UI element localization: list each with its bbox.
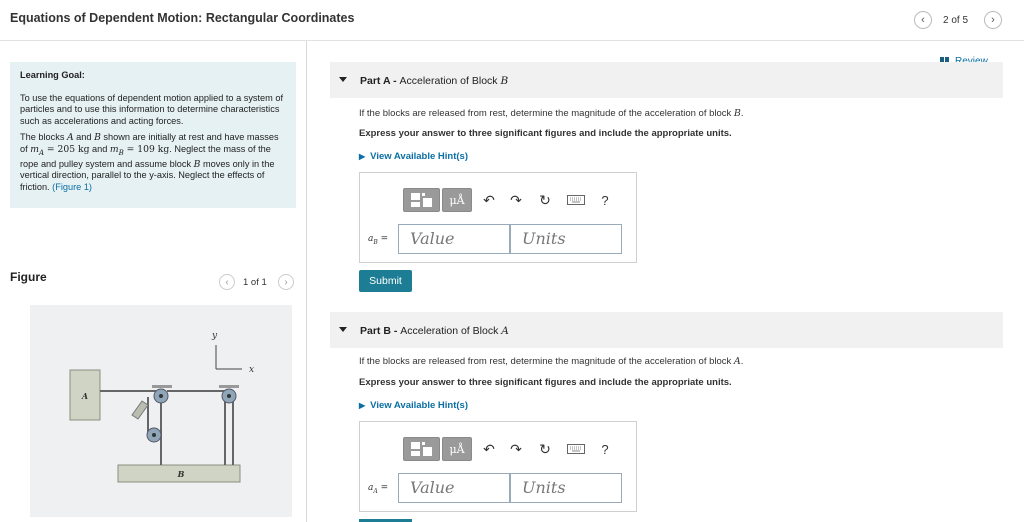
- keyboard-button[interactable]: [566, 188, 586, 212]
- statement-text: . Neglect the mass of the rope and pulley system and assume block: [20, 143, 271, 169]
- figure-count: 1 of 1: [243, 277, 267, 288]
- mass-a-symbol: m: [30, 143, 39, 155]
- equals-sign: =: [377, 234, 389, 244]
- variable-label-ab: [368, 234, 388, 246]
- keyboard-icon: [567, 444, 585, 454]
- mass-b-subscript: B: [118, 148, 124, 157]
- part-a-value-input[interactable]: Value: [398, 224, 510, 254]
- statement-text: and: [73, 132, 95, 142]
- previous-item-button[interactable]: [914, 11, 932, 29]
- part-b-hint-link[interactable]: [359, 400, 468, 411]
- pulley-axle: [159, 394, 163, 398]
- block-b-label: B: [177, 469, 185, 479]
- templates-icon: [410, 192, 434, 208]
- part-a-prefix: Part A -: [360, 75, 400, 87]
- variable-symbol: a: [368, 483, 374, 493]
- redo-icon: ↷: [510, 191, 522, 208]
- x-axis-label: x: [249, 365, 255, 375]
- reset-button[interactable]: [536, 437, 554, 461]
- chevron-right-icon: ›: [284, 276, 288, 288]
- next-item-button[interactable]: [984, 11, 1002, 29]
- part-a-header[interactable]: [330, 62, 1003, 98]
- part-b-title: [360, 325, 509, 337]
- part-a-title: [360, 75, 508, 87]
- part-b-question: [359, 356, 743, 367]
- equals-sign: =: [377, 483, 389, 493]
- problem-statement: [20, 132, 286, 193]
- figure-previous-button[interactable]: [219, 274, 235, 290]
- keyboard-button[interactable]: [566, 437, 586, 461]
- part-b-title-symbol: A: [501, 325, 509, 337]
- help-button[interactable]: ?: [601, 441, 609, 457]
- variable-subscript: A: [373, 487, 378, 495]
- question-text: If the blocks are released from rest, determine the magnitude of the acceleration of block: [359, 356, 734, 367]
- reset-icon: ↻: [539, 191, 551, 208]
- statement-text: and: [89, 143, 110, 154]
- collapse-caret-icon: [339, 77, 347, 82]
- units-button[interactable]: μÅ: [442, 437, 472, 461]
- part-a-title-symbol: B: [500, 75, 509, 87]
- undo-icon: ↶: [483, 191, 495, 208]
- hint-label: View Available Hint(s): [370, 151, 468, 162]
- symbol-b: B: [193, 158, 201, 170]
- hint-label: View Available Hint(s): [370, 400, 468, 411]
- templates-button[interactable]: [403, 188, 440, 212]
- mass-b-symbol: m: [109, 143, 119, 155]
- undo-icon: ↶: [483, 440, 495, 457]
- mass-a-value: = 205 kg: [44, 143, 90, 155]
- part-a-answer-box: [359, 172, 637, 263]
- part-a-title-text: Acceleration of Block: [399, 75, 501, 87]
- variable-symbol: a: [368, 234, 374, 244]
- variable-label-aa: [368, 483, 388, 495]
- question-end: .: [740, 356, 744, 367]
- caret-right-icon: ▶: [359, 401, 366, 410]
- pulley-axle: [227, 394, 231, 398]
- statement-text: moves only in the vertical direction, parallel to the y-axis. Neglect the effects of friction.: [20, 158, 275, 192]
- statement-text: The blocks: [20, 132, 67, 142]
- header-divider: [0, 40, 1024, 41]
- statement-text: shown are initially at rest and have masses of: [20, 132, 279, 154]
- redo-button[interactable]: [507, 188, 525, 212]
- submit-button[interactable]: Submit: [359, 270, 412, 292]
- chevron-left-icon: ‹: [921, 14, 925, 26]
- mass-a-subscript: A: [38, 148, 44, 157]
- part-b-title-text: Acceleration of Block: [400, 325, 502, 337]
- pulley-system-figure: [30, 305, 292, 517]
- pulley-mount: [152, 385, 172, 388]
- part-b-units-input[interactable]: Units: [510, 473, 622, 503]
- learning-goal-box: [10, 62, 296, 208]
- collapse-caret-icon: [339, 327, 347, 332]
- pulley-mount: [219, 385, 239, 388]
- caret-right-icon: ▶: [359, 152, 366, 161]
- question-text: If the blocks are released from rest, determine the magnitude of the acceleration of block: [359, 108, 734, 119]
- pulley-axle: [152, 433, 156, 437]
- variable-subscript: B: [373, 238, 378, 246]
- figure-next-button[interactable]: [278, 274, 294, 290]
- learning-goal-title: Learning Goal:: [20, 70, 85, 80]
- undo-button[interactable]: [480, 437, 498, 461]
- page-indicator: 2 of 5: [943, 15, 969, 26]
- templates-icon: [410, 441, 434, 457]
- chevron-left-icon: ‹: [225, 276, 229, 288]
- question-symbol: A: [733, 356, 741, 367]
- chevron-right-icon: ›: [991, 14, 995, 26]
- block-a-label: A: [81, 391, 89, 401]
- part-a-question: [359, 108, 744, 119]
- part-a-units-input[interactable]: Units: [510, 224, 622, 254]
- redo-icon: ↷: [510, 440, 522, 457]
- figure-link[interactable]: (Figure 1): [52, 181, 92, 192]
- symbol-b: B: [94, 132, 101, 143]
- templates-button[interactable]: [403, 437, 440, 461]
- question-symbol: B: [733, 108, 741, 119]
- symbol-a: A: [66, 132, 74, 143]
- units-button[interactable]: μÅ: [442, 188, 472, 212]
- undo-button[interactable]: [480, 188, 498, 212]
- part-b-value-input[interactable]: Value: [398, 473, 510, 503]
- y-axis-label: y: [212, 331, 218, 341]
- reset-button[interactable]: [536, 188, 554, 212]
- part-a-hint-link[interactable]: [359, 151, 468, 162]
- learning-goal-text: To use the equations of dependent motion applied to a system of particles and to use this information to determine characteristics such as accelerations and acting forces.: [20, 92, 284, 126]
- part-a-instruction: Express your answer to three significant figures and include the appropriate units.: [359, 128, 732, 139]
- redo-button[interactable]: [507, 437, 525, 461]
- mass-b-value: = 109 kg: [123, 143, 170, 155]
- part-b-prefix: Part B -: [360, 325, 401, 337]
- figure-heading: Figure: [10, 270, 47, 284]
- question-end: .: [740, 108, 744, 119]
- part-b-instruction: Express your answer to three significant figures and include the appropriate units.: [359, 377, 732, 388]
- part-b-answer-box: [359, 421, 637, 512]
- part-b-header[interactable]: [330, 312, 1003, 348]
- page-title: Equations of Dependent Motion: Rectangular Coordinates: [10, 11, 355, 25]
- keyboard-icon: [567, 195, 585, 205]
- pane-divider: [306, 41, 307, 522]
- help-button[interactable]: ?: [601, 192, 609, 208]
- reset-icon: ↻: [539, 440, 551, 457]
